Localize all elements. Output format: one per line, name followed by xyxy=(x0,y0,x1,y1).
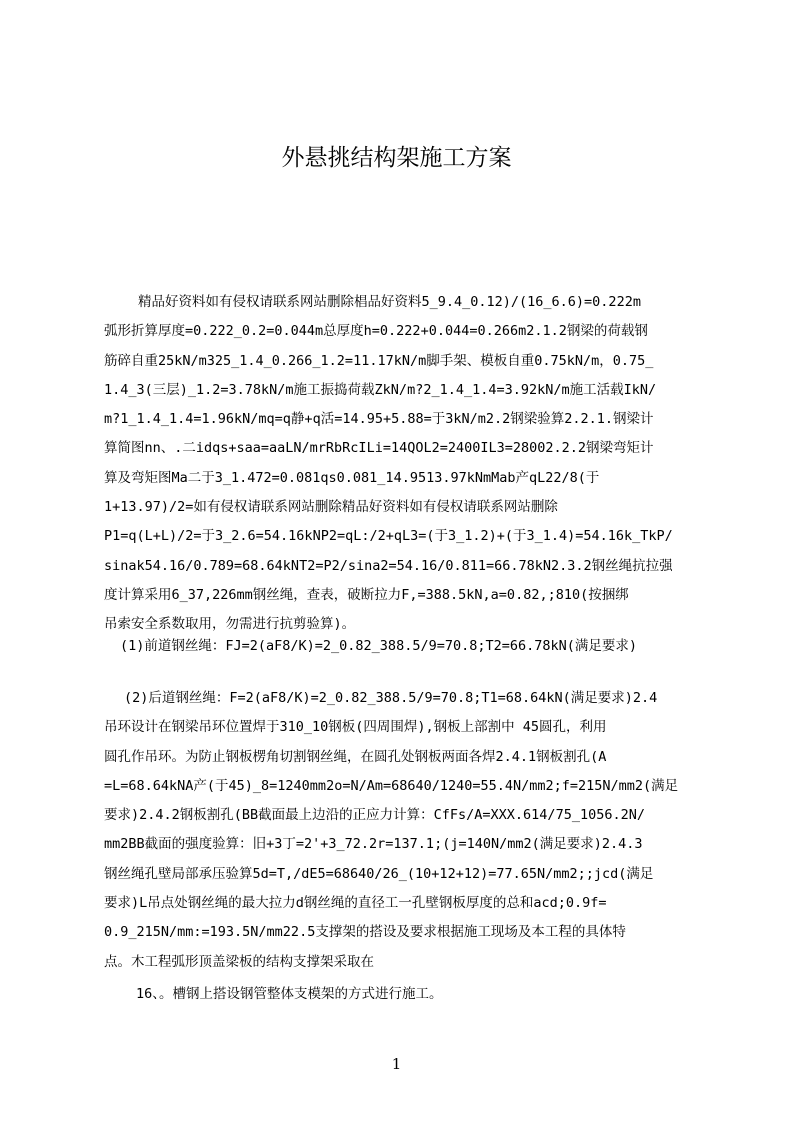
text-line: =L=68.64kNA产(于45)_8=1240mm2o=N/Am=68640/1240=55.4N/mm2;f=215N/mm2(满足 xyxy=(104,777,679,794)
text-line: 1+13.97)/2=如有侵权请联系网站删除精品好资料如有侵权请联系网站删除 xyxy=(104,499,558,516)
text-line: (2)后道钢丝绳：F=2(aF8/K)=2_0.82_388.5/9=70.8;T1=68.64kN(满足要求)2.4 xyxy=(124,690,658,706)
text-line: 度计算采用6_37,226mm钢丝绳，查表，破断拉力F,=388.5kN,a=0.82,;810(按捆绑 xyxy=(104,586,629,603)
text-line: (1)前道钢丝绳：FJ=2(aF8/K)=2_0.82_388.5/9=70.8;T2=66.78kN(满足要求) xyxy=(120,638,638,654)
text-line: 吊环设计在钢梁吊环位置焊于310_10钢板(四周围焊),钢板上部割中 45圆孔，利用 xyxy=(104,719,607,736)
text-line: P1=q(L+L)/2=于3_2.6=54.16kNP2=qL:/2+qL3=(于3_1.2)+(于3_1.4)=54.16k_TkP/ xyxy=(104,528,673,545)
document-title: 外悬挑结构架施工方案 xyxy=(281,145,512,171)
text-line: 筋碎自重25kN/m325_1.4_0.266_1.2=11.17kN/m脚手架、模板自重0.75kN/m，0.75_ xyxy=(104,352,654,369)
page-number: 1 xyxy=(391,1055,402,1073)
text-line: 1.4_3(三层)_1.2=3.78kN/m施工振捣荷载ZkN/m?2_1.4_1.4=3.92kN/m施工活载IkN/ xyxy=(104,381,657,398)
paragraph-front-wire-rope xyxy=(104,632,696,661)
text-line: 算简图nn、.二idqs+saa=aaLN/mrRbRcILi=14QOL2=2400IL3=28002.2.2钢梁弯矩计 xyxy=(104,440,654,457)
text-line: mm2BB截面的强度验算：旧+3丁=2'+3_72.2r=137.1;(j=140N/mm2(满足要求)2.4.3 xyxy=(104,836,643,853)
text-line: 要求)L吊点处钢丝绳的最大拉力d钢丝绳的直径工一孔壁钢板厚度的总和acd;0.9f= xyxy=(104,895,607,912)
text-line: m?1_1.4_1.4=1.96kN/mq=q静+q活=14.95+5.88=于3kN/m2.2钢梁验算2.2.1.钢梁计 xyxy=(104,411,654,428)
text-line: 点。木工程弧形顶盖梁板的结构支撑架采取在 xyxy=(104,953,374,970)
text-line: 钢丝绳孔壁局部承压验算5d=T,/dE5=68640/26_(10+12+12)=77.65N/mm2;;jcd(满足 xyxy=(104,865,654,882)
text-line: 精品好资料如有侵权请联系网站删除椙品好资料5_9.4_0.12)/(16_6.6)=0.222m xyxy=(138,294,641,310)
text-line: 16、。槽钢上搭设钢管整体支模架的方式进行施工。 xyxy=(136,986,443,1002)
text-line: 吊索安全系数取用，勿需进行抗剪验算)。 xyxy=(104,616,356,633)
text-line: 弧形折算厚度=0.222_0.2=0.044m总厚度h=0.222+0.044=0.266m2.1.2钢梁的荷载钢 xyxy=(104,323,648,340)
paragraph-calculations xyxy=(104,288,696,640)
text-line: 要求)2.4.2钢板割孔(BB截面最上边沿的正应力计算：CfFs/A=XXX.614/75_1056.2N/ xyxy=(104,807,645,824)
text-line: 圆孔作吊环。为防止钢板楞角切割钢丝绳，在圆孔处钢板两面各焊2.4.1钢板割孔(A xyxy=(104,748,607,765)
text-line: 算及弯矩图Ma二于3_1.472=0.081qs0.081_14.9513.97kNmMab产qL22/8(于 xyxy=(104,469,600,486)
text-line: sinak54.16/0.789=68.64kNT2=P2/sina2=54.16/0.811=66.78kN2.3.2钢丝绳抗拉强 xyxy=(104,557,673,574)
paragraph-rear-wire-rope xyxy=(104,684,696,977)
text-line: 0.9_215N/mm:=193.5N/mm22.5支撑架的搭设及要求根据施工现场及本工程的具体特 xyxy=(104,924,626,941)
paragraph-construction-method xyxy=(104,980,696,1009)
